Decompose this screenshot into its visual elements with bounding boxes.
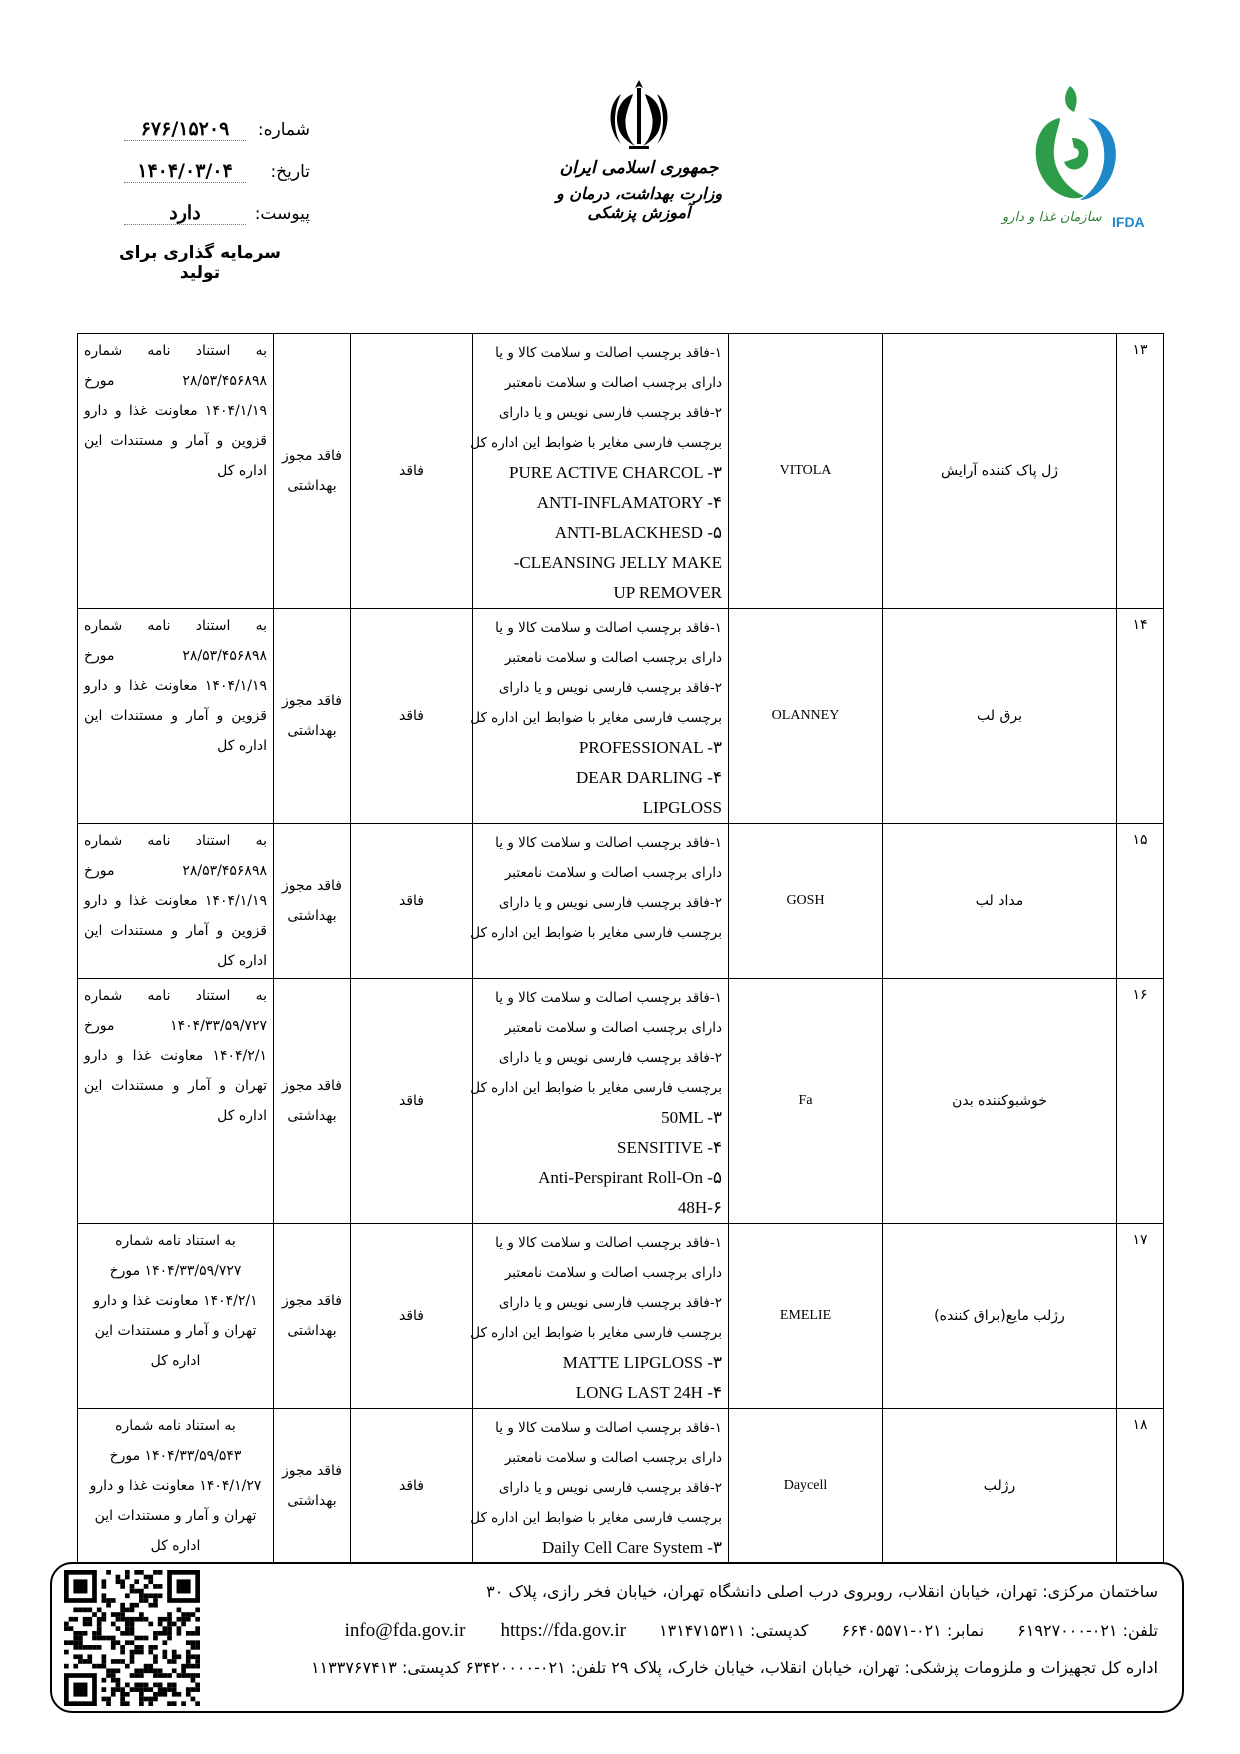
reference-note: به استناد نامه شماره ۱۴۰۴/۳۳/۵۹/۷۲۷ مورخ ۱۴۰۴/۲/۱ معاونت غذا و دارو تهران و آمار و مستندات این اداره کل [78, 1224, 274, 1409]
footer-phone: تلفن: ۰۲۱-۶۱۹۲۷۰۰۰ [1017, 1621, 1158, 1640]
lack-status: فاقد [351, 609, 473, 824]
emblem-block [534, 74, 744, 222]
description-line: ۱-فاقد برچسب اصالت و سلامت کالا و یا [495, 990, 722, 1006]
description-line: SENSITIVE -۴ [617, 1138, 722, 1157]
description-line: ANTI-INFLAMATORY -۴ [536, 493, 722, 512]
description-line: دارای برچسب اصالت و سلامت نامعتبر [504, 1265, 722, 1281]
description-line: ۱-فاقد برچسب اصالت و سلامت کالا و یا [495, 835, 722, 851]
description-line: ۲-فاقد برچسب فارسی نویس و یا دارای [498, 1295, 722, 1311]
table-row [78, 979, 1164, 1224]
reference-note: به استناد نامه شماره ۲۸/۵۳/۴۵۶۸۹۸ مورخ ۱۴۰۴/۱/۱۹ معاونت غذا و دارو قزوین و آمار و مستندات این اداره کل [78, 824, 274, 979]
footer-contacts [315, 1620, 1158, 1642]
slogan: سرمایه گذاری برای تولید [119, 243, 281, 283]
lack-status: فاقد [351, 334, 473, 609]
iran-emblem-icon [599, 74, 679, 154]
description-line: ۱-فاقد برچسب اصالت و سلامت کالا و یا [495, 1235, 722, 1251]
permit-status: فاقد مجوز بهداشتی [274, 824, 351, 979]
products-table [77, 333, 1164, 1564]
reference-note: به استناد نامه شماره ۱۴۰۴/۳۳/۵۹/۷۲۷ مورخ ۱۴۰۴/۲/۱ معاونت غذا و دارو تهران و آمار و مستندات این اداره کل [78, 979, 274, 1224]
description-line: ۱-فاقد برچسب اصالت و سلامت کالا و یا [495, 345, 722, 361]
attachment-value: دارد [124, 202, 246, 225]
attachment-row [80, 202, 310, 244]
violation-description [470, 824, 729, 979]
description-line: ۲-فاقد برچسب فارسی نویس و یا دارای [498, 405, 722, 421]
brand-name: GOSH [729, 824, 883, 979]
description-line: LONG LAST 24H -۴ [575, 1383, 722, 1402]
qr-code-icon[interactable] [64, 1570, 200, 1706]
ministry-name: وزارت بهداشت، درمان و آموزش پزشکی [555, 184, 723, 222]
description-line: PROFESSIONAL -۳ [578, 738, 722, 757]
lack-status: فاقد [351, 1409, 473, 1564]
permit-status: فاقد مجوز بهداشتی [274, 609, 351, 824]
description-line: MATTE LIPGLOSS -۳ [562, 1353, 722, 1372]
permit-status: فاقد مجوز بهداشتی [274, 1409, 351, 1564]
table-row [78, 609, 1164, 824]
description-line: برچسب فارسی مغایر با ضوابط این اداره کل [470, 435, 722, 451]
permit-status: فاقد مجوز بهداشتی [274, 1224, 351, 1409]
footer-office: اداره کل تجهیزات و ملزومات پزشکی: تهران، خیابان انقلاب، خیابان خارک، پلاک ۲۹ تلفن: ۰۲۱-۶۳۴۲۰۰۰۰ کدپستی: ۱۱۳۳۷۶۷۴۱۳ [310, 1658, 1158, 1677]
row-number: ۱۳ [1117, 334, 1164, 609]
footer-address: ساختمان مرکزی: تهران، خیابان انقلاب، روبروی درب اصلی دانشگاه تهران، خیابان فخر رازی، پلاک ۳۰ [486, 1582, 1158, 1601]
product-name: رژلب مایع(براق کننده) [883, 1224, 1117, 1409]
date-row [80, 160, 310, 202]
description-line: دارای برچسب اصالت و سلامت نامعتبر [504, 1020, 722, 1036]
footer-fax: نمابر: ۰۲۱-۶۶۴۰۵۵۷۱ [841, 1621, 985, 1640]
description-line: PURE ACTIVE CHARCOL -۳ [509, 463, 722, 482]
description-line: ۲-فاقد برچسب فارسی نویس و یا دارای [498, 680, 722, 696]
letter-meta [80, 118, 310, 244]
footer-website[interactable]: https://fda.gov.ir [500, 1620, 626, 1641]
product-name: رژلب [883, 1409, 1117, 1564]
date-label: تاریخ: [270, 162, 310, 182]
reference-note: به استناد نامه شماره ۲۸/۵۳/۴۵۶۸۹۸ مورخ ۱۴۰۴/۱/۱۹ معاونت غذا و دارو قزوین و آمار و مستندات این اداره کل [78, 609, 274, 824]
table-row [78, 1224, 1164, 1409]
attachment-label: پیوست: [254, 204, 310, 224]
ifda-logo-icon [1000, 78, 1160, 218]
reference-note: به استناد نامه شماره ۱۴۰۴/۳۳/۵۹/۵۴۳ مورخ ۱۴۰۴/۱/۲۷ معاونت غذا و دارو تهران و آمار و مستندات این اداره کل [78, 1409, 274, 1564]
description-line: ۱-فاقد برچسب اصالت و سلامت کالا و یا [495, 620, 722, 636]
description-line: برچسب فارسی مغایر با ضوابط این اداره کل [470, 710, 722, 726]
table-row [78, 824, 1164, 979]
description-line: LIPGLOSS [642, 798, 722, 817]
brand-name: OLANNEY [729, 609, 883, 824]
row-number: ۱۷ [1117, 1224, 1164, 1409]
description-line: برچسب فارسی مغایر با ضوابط این اداره کل [470, 1080, 722, 1096]
number-label: شماره: [257, 120, 310, 140]
footer-email[interactable]: info@fda.gov.ir [344, 1620, 466, 1641]
lack-status: فاقد [351, 1224, 473, 1409]
number-row [80, 118, 310, 160]
description-line: دارای برچسب اصالت و سلامت نامعتبر [504, 375, 722, 391]
description-line: ۲-فاقد برچسب فارسی نویس و یا دارای [498, 895, 722, 911]
description-line: 48H-۶ [677, 1198, 722, 1217]
description-line: دارای برچسب اصالت و سلامت نامعتبر [504, 865, 722, 881]
description-line: ۲-فاقد برچسب فارسی نویس و یا دارای [498, 1480, 722, 1496]
description-line: Daily Cell Care System -۳ [541, 1538, 722, 1557]
row-number: ۱۵ [1117, 824, 1164, 979]
description-line: Anti-Perspirant Roll-On -۵ [538, 1168, 722, 1187]
description-line: UP REMOVER [613, 583, 722, 602]
brand-name: Daycell [729, 1409, 883, 1564]
table-row [78, 1409, 1164, 1564]
violation-description [470, 979, 729, 1224]
violation-description [470, 334, 729, 609]
product-name: برق لب [883, 609, 1117, 824]
row-number: ۱۴ [1117, 609, 1164, 824]
description-line: برچسب فارسی مغایر با ضوابط این اداره کل [470, 925, 722, 941]
description-line: دارای برچسب اصالت و سلامت نامعتبر [504, 650, 722, 666]
brand-name: VITOLA [729, 334, 883, 609]
date-value: ۱۴۰۴/۰۳/۰۴ [124, 160, 246, 183]
row-number: ۱۸ [1117, 1409, 1164, 1564]
description-line: CLEANSING JELLY MAKE- [513, 553, 722, 572]
product-name: خوشبوکننده بدن [883, 979, 1117, 1224]
violation-description [470, 1409, 729, 1564]
lack-status: فاقد [351, 979, 473, 1224]
lack-status: فاقد [351, 824, 473, 979]
reference-note: به استناد نامه شماره ۲۸/۵۳/۴۵۶۸۹۸ مورخ ۱۴۰۴/۱/۱۹ معاونت غذا و دارو قزوین و آمار و مستندات این اداره کل [78, 334, 274, 609]
number-value: ۶۷۶/۱۵۲۰۹ [124, 118, 246, 141]
brand-name: EMELIE [729, 1224, 883, 1409]
description-line: DEAR DARLING -۴ [575, 768, 722, 787]
violation-description [470, 1224, 729, 1409]
description-line: ANTI-BLACKHESD -۵ [554, 523, 722, 542]
product-name: ژل پاک کننده آرایش [883, 334, 1117, 609]
description-line: برچسب فارسی مغایر با ضوابط این اداره کل [470, 1325, 722, 1341]
table-row [78, 334, 1164, 609]
description-line: ۲-فاقد برچسب فارسی نویس و یا دارای [498, 1050, 722, 1066]
footer-postal: کدپستی: ۱۳۱۴۷۱۵۳۱۱ [659, 1621, 809, 1640]
description-line: برچسب فارسی مغایر با ضوابط این اداره کل [470, 1510, 722, 1526]
row-number: ۱۶ [1117, 979, 1164, 1224]
product-name: مداد لب [883, 824, 1117, 979]
permit-status: فاقد مجوز بهداشتی [274, 334, 351, 609]
violation-description [470, 609, 729, 824]
ifda-abbr: IFDA [1112, 214, 1145, 230]
brand-name: Fa [729, 979, 883, 1224]
ifda-logo-text: سازمان غذا و دارو [1002, 210, 1102, 225]
description-line: ۱-فاقد برچسب اصالت و سلامت کالا و یا [495, 1420, 722, 1436]
footer-box [50, 1562, 1184, 1713]
description-line: دارای برچسب اصالت و سلامت نامعتبر [504, 1450, 722, 1466]
description-line: 50ML -۳ [661, 1108, 722, 1127]
republic-name: جمهوری اسلامی ایران [559, 158, 719, 178]
permit-status: فاقد مجوز بهداشتی [274, 979, 351, 1224]
